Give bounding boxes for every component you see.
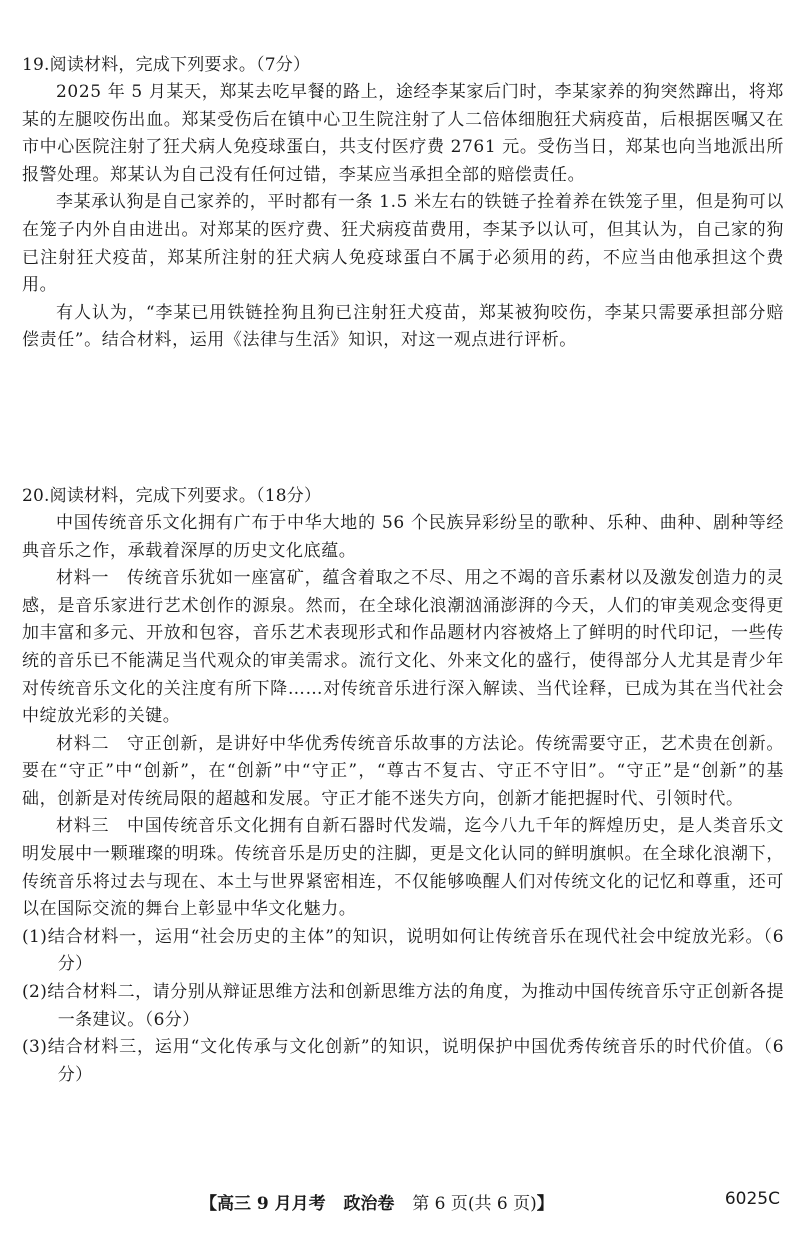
question-19-paragraph: 2025 年 5 月某天，郑某去吃早餐的路上，途经李某家后门时，李某家养的狗突然蹿出，将郑某的左腿咬伤出血。郑某受伤后在镇中心卫生院注射了人二倍体细胞狂犬病疫苗，后根据医嘱又在市中心医院注射了狂犬病人免疫球蛋白，共支付医疗费 2761 元。受伤当日，郑某也向当地派出所报警处理。郑某认为自己没有任何过错，李某应当承担全部的赔偿责任。 [22, 82, 784, 185]
sub-question-3: (3)结合材料三，运用“文化传承与文化创新”的知识，说明保护中国优秀传统音乐的时代价值。（6分） [22, 1037, 784, 1085]
exam-page [22, 52, 784, 1089]
footer-bracket-close: 】 [536, 1194, 554, 1214]
footer-label [200, 1189, 554, 1214]
sub-question-1: (1)结合材料一，运用“社会历史的主体”的知识，说明如何让传统音乐在现代社会中绽放光彩。（6分） [22, 926, 784, 975]
footer-page-number: 第 6 页(共 6 页) [412, 1194, 537, 1214]
question-20 [22, 483, 784, 1089]
answer-space [22, 355, 784, 483]
footer-bracket-open: 【 [200, 1194, 217, 1214]
question-19 [22, 52, 784, 355]
material-two: 材料二 守正创新，是讲好中华优秀传统音乐故事的方法论。传统需要守正，艺术贵在创新。要在“守正”中“创新”，在“创新”中“守正”，“尊古不复古、守正不守旧”。“守正”是“创新”的基础，创新是对传统局限的超越和发展。守正才能不迷失方向，创新才能把握时代、引领时代。 [22, 733, 784, 809]
question-20-heading: 20.阅读材料，完成下列要求。（18分） [22, 485, 322, 506]
footer-subject: 政治卷 [343, 1194, 395, 1214]
material-one: 材料一 传统音乐犹如一座富矿，蕴含着取之不尽、用之不竭的音乐素材以及激发创造力的灵感，是音乐家进行艺术创作的源泉。然而，在全球化浪潮汹涌澎湃的今天，人们的审美观念变得更加丰富和多元、开放和包容，音乐艺术表现形式和作品题材内容被烙上了鲜明的时代印记，一些传统的音乐已不能满足当代观众的审美需求。流行文化、外来文化的盛行，使得部分人尤其是青少年对传统音乐文化的关注度有所下降……对传统音乐进行深入解读、当代诠释，已成为其在当代社会中绽放光彩的关键。 [22, 568, 784, 727]
question-19-paragraph: 有人认为，“李某已用铁链拴狗且狗已注射狂犬疫苗，郑某被狗咬伤，李某只需要承担部分赔偿责任”。结合材料，运用《法律与生活》知识，对这一观点进行评析。 [22, 302, 784, 351]
question-20-intro: 中国传统音乐文化拥有广布于中华大地的 56 个民族异彩纷呈的歌种、乐种、曲种、剧种等经典音乐之作，承载着深厚的历史文化底蕴。 [22, 512, 784, 561]
footer-code: 6025C [724, 1189, 780, 1209]
question-19-paragraph: 李某承认狗是自己家养的，平时都有一条 1.5 米左右的铁链子拴着养在铁笼子里，但是狗可以在笼子内外自由进出。对郑某的医疗费、狂犬病疫苗费用，李某予以认可，但其认为，自己家的狗已注射狂犬疫苗，郑某所注射的狂犬病人免疫球蛋白不属于必须用的药，不应当由他承担这个费用。 [22, 192, 784, 296]
page-footer [0, 1189, 800, 1215]
question-19-heading: 19.阅读材料，完成下列要求。（7分） [22, 55, 311, 75]
footer-exam: 高三 9 月月考 [217, 1194, 326, 1214]
sub-question-2: (2)结合材料二，请分别从辩证思维方法和创新思维方法的角度，为推动中国传统音乐守正创新各提一条建议。（6分） [22, 982, 784, 1030]
material-three: 材料三 中国传统音乐文化拥有自新石器时代发端，迄今八九千年的辉煌历史，是人类音乐文明发展中一颗璀璨的明珠。传统音乐是历史的注脚，更是文化认同的鲜明旗帜。在全球化浪潮下，传统音乐将过去与现在、本土与世界紧密相连，不仅能够唤醒人们对传统文化的记忆和尊重，还可以在国际交流的舞台上彰显中华文化魅力。 [22, 816, 784, 920]
